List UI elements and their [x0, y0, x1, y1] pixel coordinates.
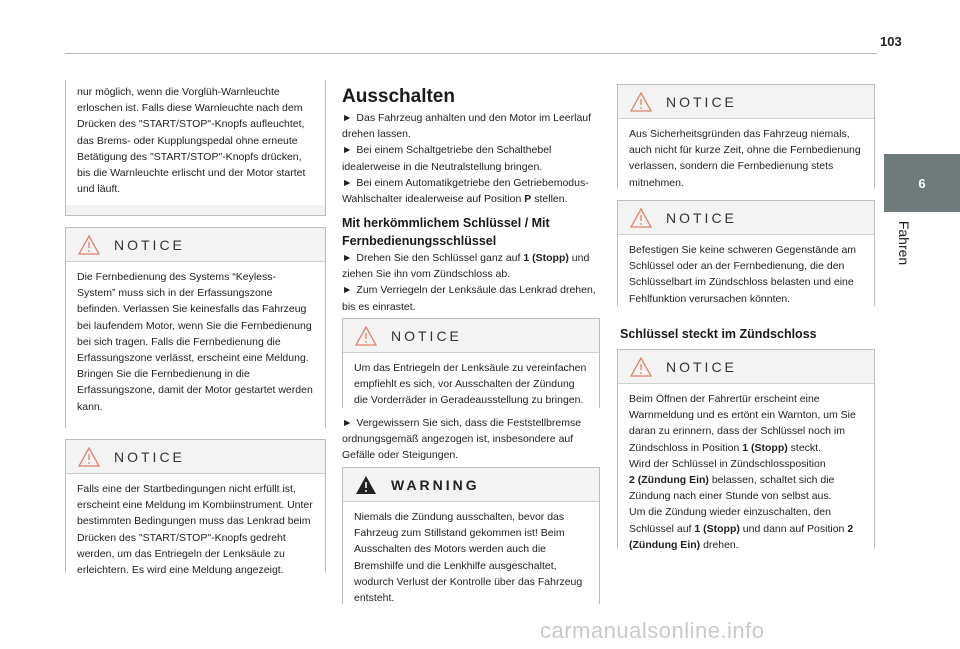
- notice-header: [618, 85, 874, 119]
- warning-box: [342, 467, 600, 604]
- page-number: 103: [880, 34, 902, 49]
- section-heading: Ausschalten: [342, 86, 455, 107]
- notice-header: [618, 350, 874, 384]
- watermark: carmanualsonline.info: [540, 618, 765, 643]
- notice-box-safety: [617, 84, 875, 189]
- step-item: ► Zum Verriegeln der Lenksäule das Lenkrad drehen, bis es einrastet.: [342, 284, 596, 313]
- chapter-label: [891, 213, 917, 273]
- warning-triangle-icon: [630, 92, 652, 112]
- warning-title: WARNING: [391, 476, 480, 493]
- arrow-icon: ►: [342, 284, 353, 297]
- notice-text: Beim Öffnen der Fahrertür erscheint eine Warnmeldung und es ertönt ein Warnton, um Sie daran zu erinnern, dass der Schlüssel noch im Zündschloss in Position 1 (Stopp) steckt. Wird der Schlüssel in Zündschlossposition 2 (Zündung Ein) belassen, schaltet sich die Zündung nach einer Stunde von selbst aus. Um die Zündung wieder einzuschalten, den Schlüssel auf 1 (Stopp) und dann auf Position 2 (Zündung Ein) drehen.: [618, 384, 874, 549]
- notice-text: Aus Sicherheitsgründen das Fahrzeug niemals, auch nicht für kurze Zeit, ohne die Fernbedienung verlassen, sondern die Fernbedienung stets mitnehmen.: [618, 119, 874, 189]
- warning-triangle-icon: [630, 208, 652, 228]
- header-rule: [65, 53, 877, 54]
- arrow-icon: ►: [342, 252, 353, 264]
- step-item: ► Das Fahrzeug anhalten und den Motor im Leerlauf drehen lassen.: [342, 112, 592, 141]
- step-item: ► Bei einem Schaltgetriebe den Schalthebel idealerweise in die Neutralstellung bringen.: [342, 144, 552, 173]
- chapter-label-text: Fahren: [896, 220, 913, 266]
- notice-text: Um das Entriegeln der Lenksäule zu vereinfachen empfiehlt es sich, vor Ausschalten der Zündung die Vorderräder in Geradeausstellung zu bringen.: [343, 353, 599, 408]
- subsection-heading: Schlüssel steckt im Zündschloss: [620, 327, 817, 341]
- arrow-icon: ►: [342, 417, 353, 429]
- notice-box-steering: [342, 318, 600, 408]
- notice-title: NOTICE: [114, 448, 185, 465]
- arrow-icon: ►: [342, 112, 353, 124]
- notice-title: NOTICE: [666, 358, 737, 375]
- notice-header: [343, 319, 599, 353]
- notice-title: NOTICE: [114, 236, 185, 253]
- steps-list: [342, 110, 600, 207]
- continuation-box: [65, 80, 326, 216]
- warning-triangle-icon: [630, 357, 652, 377]
- notice-header: [618, 201, 874, 235]
- notice-title: NOTICE: [391, 327, 462, 344]
- warning-triangle-icon: [78, 235, 100, 255]
- notice-text: Befestigen Sie keine schweren Gegenstände am Schlüssel oder an der Fernbedienung, die den Schlüsselbart im Zündschloss belasten und eine Fehlfunktion verursachen könnten.: [618, 235, 874, 306]
- notice-box-key-in-ignition: [617, 349, 875, 549]
- continuation-text: nur möglich, wenn die Vorglüh-Warnleuchte erloschen ist. Falls diese Warnleuchte nach dem Drücken des "START/STOP"-Knopfs aufleuchtet, das Brems- oder Kupplungspedal ohne erneute Betätigung des "START/STOP"-Knopfs drücken, bis die Warnleuchte erlischt und der Motor startet und läuft.: [66, 80, 325, 205]
- notice-header: [66, 440, 325, 474]
- step-item: ► Vergewissern Sie sich, dass die Feststellbremse ordnungsgemäß angezogen ist, insbesondere auf Gefälle oder Steigungen.: [342, 417, 582, 462]
- step-item: ► Bei einem Automatikgetriebe den Getriebemodus-Wahlschalter idealerweise auf Position P stellen.: [342, 176, 589, 206]
- warning-triangle-icon: [78, 447, 100, 467]
- warning-triangle-icon: [355, 475, 377, 495]
- notice-title: NOTICE: [666, 93, 737, 110]
- notice-header: [66, 228, 325, 262]
- notice-text: Falls eine der Startbedingungen nicht erfüllt ist, erscheint eine Meldung im Kombiinstrument. Unter bestimmten Bedingungen muss das Lenkrad beim Drücken des "START/STOP"-Knopfs gedreht werden, um das Entriegeln der Lenksäule zu erleichtern. Es wird eine Meldung angezeigt.: [66, 474, 325, 573]
- notice-text: Die Fernbedienung des Systems “Keyless-System” muss sich in der Erfassungszone befinden. Verlassen Sie keinesfalls das Fahrzeug bei laufendem Motor, wenn Sie die Fernbedienung bei sich tragen. Falls die Fernbedienung die Erfassungszone verlässt, erscheint eine Meldung. Bringen Sie die Fernbedienung in die Erfassungszone, damit der Motor gestartet werden kann.: [66, 262, 325, 428]
- subsection-heading: Mit herkömmlichem Schlüssel / Mit Fernbedienungsschlüssel: [342, 216, 550, 248]
- chapter-tab[interactable]: 6: [884, 154, 960, 212]
- notice-box-start-conditions: [65, 439, 326, 577]
- arrow-icon: ►: [342, 176, 353, 189]
- warning-header: [343, 468, 599, 502]
- notice-title: NOTICE: [666, 209, 737, 226]
- notice-box-heavy-objects: [617, 200, 875, 306]
- steps-list: [342, 250, 600, 315]
- arrow-icon: ►: [342, 144, 353, 157]
- warning-triangle-icon: [355, 326, 377, 346]
- notice-box-keyless: [65, 227, 326, 428]
- step-item: ► Drehen Sie den Schlüssel ganz auf 1 (Stopp) und ziehen Sie ihn vom Zündschloss ab.: [342, 252, 590, 281]
- warning-text: Niemals die Zündung ausschalten, bevor das Fahrzeug zum Stillstand gekommen ist! Beim Ausschalten des Motors werden auch die Bremshilfe und die Lenkhilfe ausgeschaltet, wodurch Verlust der Kontrolle über das Fahrzeug entsteht.: [343, 502, 599, 604]
